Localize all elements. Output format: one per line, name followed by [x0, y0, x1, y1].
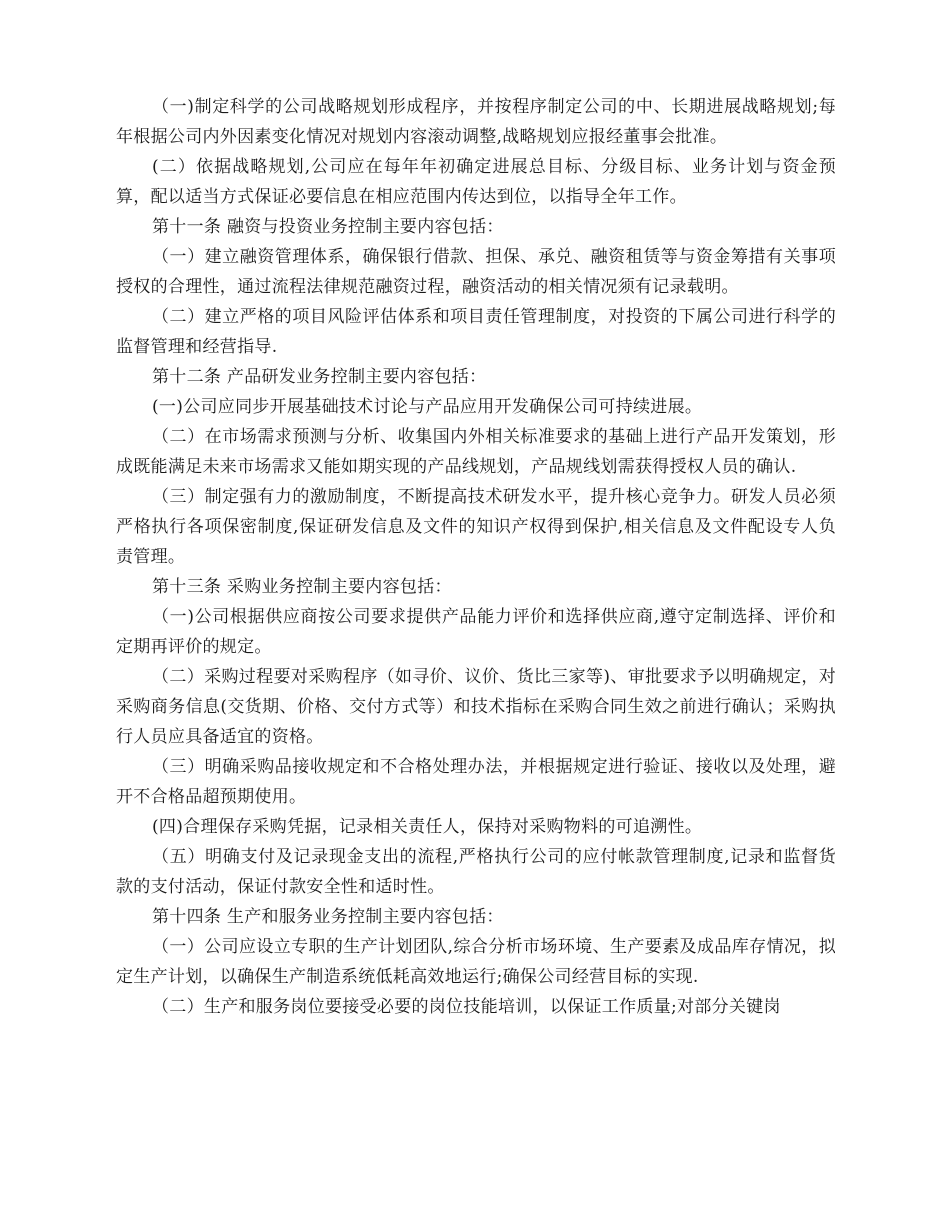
article-heading: 第十三条 采购业务控制主要内容包括： — [152, 577, 452, 597]
paragraph: （二）生产和服务岗位要接受必要的岗位技能培训，以保证工作质量;对部分关键岗 — [152, 997, 781, 1017]
paragraph: （一）建立融资管理体系，确保银行借款、担保、承兑、融资租赁等与资金筹措有关事项授权的合理性，通过流程法律规范融资过程，融资活动的相关情况须有记录载明。 — [116, 247, 836, 297]
paragraph: （一)制定科学的公司战略规划形成程序，并按程序制定公司的中、长期进展战略规划;每年根据公司内外因素变化情况对规划内容滚动调整,战略规划应报经董事会批准。 — [116, 97, 836, 147]
article-heading: 第十一条 融资与投资业务控制主要内容包括： — [152, 217, 504, 237]
paragraph: (二）依据战略规划,公司应在每年年初确定进展总目标、分级目标、业务计划与资金预算，配以适当方式保证必要信息在相应范围内传达到位，以指导全年工作。 — [116, 157, 836, 207]
article-heading: 第十四条 生产和服务业务控制主要内容包括： — [152, 907, 504, 927]
paragraph: （二）在市场需求预测与分析、收集国内外相关标准要求的基础上进行产品开发策划，形成既能满足未来市场需求又能如期实现的产品线规划，产品规线划需获得授权人员的确认. — [116, 427, 836, 477]
paragraph: （三）制定强有力的激励制度，不断提高技术研发水平，提升核心竞争力。研发人员必须严格执行各项保密制度,保证研发信息及文件的知识产权得到保护,相关信息及文件配设专人负责管理。 — [116, 487, 836, 567]
paragraph: (一)公司应同步开展基础技术讨论与产品应用开发确保公司可持续进展。 — [152, 397, 703, 417]
paragraph: (四)合理保存采购凭据，记录相关责任人，保持对采购物料的可追溯性。 — [152, 817, 703, 837]
document-page — [116, 92, 836, 1022]
paragraph: （三）明确采购品接收规定和不合格处理办法，并根据规定进行验证、接收以及处理，避开不合格品超预期使用。 — [116, 757, 836, 807]
paragraph: （一)公司根据供应商按公司要求提供产品能力评价和选择供应商,遵守定制选择、评价和定期再评价的规定。 — [116, 607, 836, 657]
article-heading: 第十二条 产品研发业务控制主要内容包括： — [152, 367, 487, 387]
paragraph: （二）采购过程要对采购程序（如寻价、议价、货比三家等)、审批要求予以明确规定，对采购商务信息(交货期、价格、交付方式等）和技术指标在采购合同生效之前进行确认；采购执行人员应具备适宜的资格。 — [116, 667, 836, 747]
paragraph: （五）明确支付及记录现金支出的流程,严格执行公司的应付帐款管理制度,记录和监督货款的支付活动，保证付款安全性和适时性。 — [116, 847, 836, 897]
paragraph: （二）建立严格的项目风险评估体系和项目责任管理制度，对投资的下属公司进行科学的监督管理和经营指导. — [116, 307, 836, 357]
paragraph: （一）公司应设立专职的生产计划团队,综合分析市场环境、生产要素及成品库存情况，拟定生产计划，以确保生产制造系统低耗高效地运行;确保公司经营目标的实现. — [116, 937, 836, 987]
